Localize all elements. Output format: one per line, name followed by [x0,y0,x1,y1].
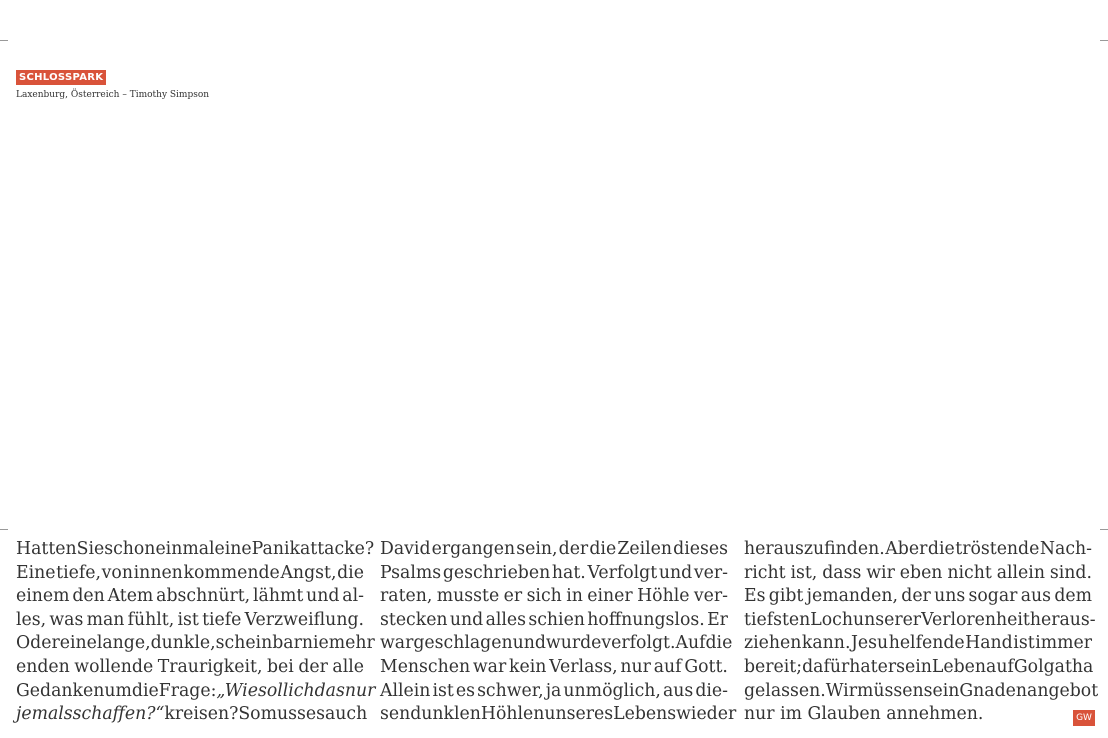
text-column-3 [744,538,1099,734]
word: ergangen [431,539,516,559]
word: die [131,680,159,701]
text-line [16,538,375,562]
word: verfolgt. [601,633,676,654]
word: alle [332,656,364,677]
word: ja [545,680,562,701]
word: hat [849,656,878,677]
word: den [72,586,105,607]
word: ver- [693,562,728,583]
word: Eine [16,562,56,583]
word: Atem [107,586,154,607]
word: ist [177,609,199,630]
word: heraus- [1029,609,1096,630]
text-line [380,585,728,609]
word: nur [344,680,376,701]
text-line [380,562,728,586]
word: musste [436,586,500,607]
word: Nach- [1039,539,1092,559]
text-line [16,703,368,727]
text-line [744,656,1092,680]
word: wollende [74,656,154,677]
word: nie [301,633,329,654]
word: sind. [1049,562,1092,583]
word: Menschen [380,656,471,677]
word: kreisen? [164,704,239,725]
word: lähmt [253,586,304,607]
word: ziehen [744,633,802,654]
word: wurde [545,633,602,654]
text-column-2 [380,538,737,734]
word: gelassen. [744,680,826,701]
word: jemanden, [806,586,898,607]
word: um [104,680,132,701]
word: Oder [16,633,60,654]
word: hat. [551,562,586,583]
word: er [877,656,897,677]
word: im [780,704,802,725]
word: Loch [810,609,853,630]
word: es [305,704,325,725]
word: Verlorenheit [921,609,1030,630]
word: und [658,562,693,583]
word: sich [526,586,562,607]
word: ver- [693,586,728,607]
text-line [744,562,1092,586]
word: dunklen [410,704,481,725]
word: in [566,586,583,607]
word: war [380,633,414,654]
word: eben [899,562,943,583]
word: innen [133,562,183,583]
photo-location-tag: SCHLOSSPARK [16,70,106,85]
word: Psalms [380,562,442,583]
word: der [558,539,589,559]
photo-credit: Laxenburg, Österreich – Timothy Simpson [16,90,210,100]
word: wir [866,562,895,583]
word: nur [620,656,651,677]
word: die- [695,680,728,701]
word: Höhle [637,586,690,607]
word: die [927,539,955,559]
word: al- [342,586,364,607]
word: allein [996,562,1045,583]
word: David [380,539,431,559]
word: Angst, [280,562,337,583]
word: er [503,586,523,607]
word: Auf [675,633,706,654]
word: einmal [155,539,215,559]
word: bereit; [744,656,803,677]
word: Panikattacke? [251,539,375,559]
text-line [16,585,364,609]
text-line [744,632,1092,656]
word: Golgatha [1013,656,1094,677]
word: tröstende [955,539,1040,559]
word: helfende [888,633,965,654]
word: annehmen. [886,704,984,725]
word: jemals [16,704,73,725]
word: Zeilen [617,539,672,559]
word: das [314,680,345,701]
word: kann. [801,633,851,654]
word: Leben [931,656,987,677]
word: ich [288,680,315,701]
word: kein [509,656,547,677]
word: immer [1035,633,1092,654]
text-column-1 [16,538,376,734]
word: ist, [790,562,818,583]
word: enden [16,656,70,677]
word: der [298,656,328,677]
word: unmöglich, [563,680,661,701]
word: raten, [380,586,433,607]
word: kommende [183,562,280,583]
word: Gedanken [16,680,105,701]
crop-mark [0,529,8,530]
word: und [512,633,546,654]
word: muss [260,704,306,725]
word: und [306,586,340,607]
word: tiefsten [744,609,811,630]
word: unserer [852,609,922,630]
word: Es [744,586,766,607]
word: auf [653,656,682,677]
word: schaffen?“ [72,704,165,725]
word: dunkle, [150,633,216,654]
word: les, [16,609,47,630]
word: man [86,609,125,630]
text-line [16,656,364,680]
word: alles [485,609,527,630]
word: richt [744,562,786,583]
word: Verfolgt [587,562,658,583]
word: Hatten [16,539,77,559]
word: was [49,609,84,630]
word: Verlass, [549,656,618,677]
word: schien [528,609,585,630]
word: Verzweiflung. [244,609,364,630]
word: auch [324,704,368,725]
word: stecken [380,609,448,630]
text-line [380,703,737,727]
word: mehr [328,633,375,654]
word: der [901,586,931,607]
word: sein, [516,539,558,559]
text-line [380,538,728,562]
word: Wir [825,680,857,701]
word: geschlagen [413,633,513,654]
word: ist [432,680,454,701]
word: war [472,656,507,677]
word: dafür [802,656,850,677]
word: nur [744,704,775,725]
word: uns [934,586,966,607]
word: sein [896,656,932,677]
word: herauszufinden. [744,539,885,559]
word: eine [59,633,97,654]
word: soll [257,680,289,701]
word: lange, [96,633,151,654]
word: Gnadenangebot [959,680,1099,701]
word: gibt [768,586,804,607]
word: Gott. [684,656,728,677]
word: fühlt, [127,609,175,630]
word: dass [822,562,862,583]
word: sein [923,680,960,701]
word: Höhlen [480,704,545,725]
word: Aber [885,539,928,559]
word: Hand [965,633,1013,654]
word: abschnürt, [156,586,251,607]
crop-mark [1100,40,1108,41]
text-line [16,632,375,656]
word: die [337,562,364,583]
text-line [744,680,1099,704]
text-line [744,585,1092,609]
word: dem [1054,586,1092,607]
word: müssen [856,680,924,701]
word: tiefe, [56,562,101,583]
word: bei [266,656,294,677]
word: wieder [676,704,737,725]
word: tiefe [202,609,242,630]
text-line [16,562,364,586]
crop-mark [0,40,8,41]
text-line [16,680,376,704]
word: die [589,539,617,559]
word: und [449,609,484,630]
word: scheinbar [215,633,302,654]
text-line [380,609,728,633]
text-line [380,680,728,704]
word: dieses [673,539,728,559]
word: schwer, [477,680,544,701]
word: aus [1020,586,1052,607]
word: geschrieben [442,562,551,583]
word: Allein [380,680,431,701]
word: unseres [544,704,614,725]
crop-mark [1100,529,1108,530]
word: sogar [968,586,1018,607]
word: es [455,680,475,701]
word: sen [380,704,411,725]
article-body [16,538,1099,734]
word: eine [214,539,252,559]
word: hoffnungslos. [587,609,705,630]
word: Traurigkeit, [157,656,263,677]
word: Er [707,609,728,630]
word: Jesu [850,633,889,654]
word: ist [1013,633,1035,654]
word: „Wie [216,680,258,701]
word: die [705,633,733,654]
word: einem [16,586,70,607]
word: aus [662,680,694,701]
text-line [744,609,1096,633]
word: auf [986,656,1014,677]
word: Frage: [158,680,217,701]
word: So [238,704,261,725]
text-line [16,609,364,633]
word: einer [587,586,633,607]
word: von [101,562,133,583]
text-line [744,703,1092,727]
text-line [744,538,1092,562]
word: Glauben [807,704,881,725]
publisher-badge: GW [1073,710,1095,726]
text-line [380,656,728,680]
word: schon [104,539,156,559]
text-line [380,632,733,656]
word: Sie [76,539,105,559]
word: nicht [947,562,992,583]
word: Lebens [613,704,677,725]
